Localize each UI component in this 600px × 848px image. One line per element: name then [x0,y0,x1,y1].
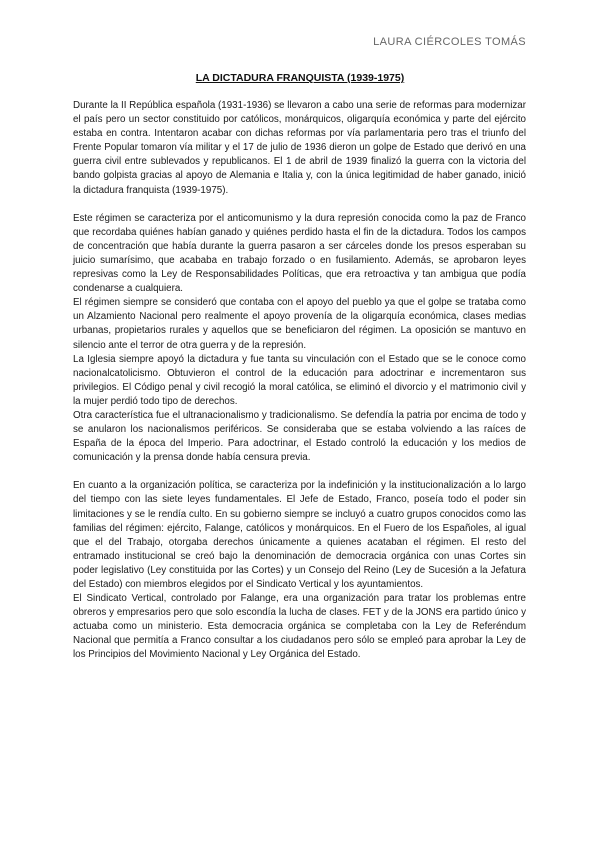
paragraph-7: El Sindicato Vertical, controlado por Falange, era una organización para tratar los problemas entre obreros y empresarios pero que solo escondía la lucha de clases. FET y de la JONS era partido único y actuaba como un ministerio. Esta democracia orgánica se completaba con la Ley de Referéndum Nacional que permitía a Franco consultar a los ciudadanos pero sólo se empleó para aprobar la Ley de los Principios del Movimiento Nacional y Ley Orgánica del Estado. [73,593,526,661]
paragraph-4: La Iglesia siempre apoyó la dictadura y fue tanta su vinculación con el Estado que se le conoce como nacionalcatolicismo. Obtuvieron el control de la educación para adoctrinar e incrementaron sus privilegios. El Código penal y civil recogió la moral católica, se eliminó el divorcio y el matrimonio civil y la mujer perdió todo tipo de derechos. [73,353,526,407]
document-body [73,99,526,663]
paragraph-1: Durante la II República española (1931-1936) se llevaron a cabo una serie de reformas para modernizar el país pero un sector constituido por católicos, monárquicos, oligarquía económica y parte del ejército estaba en contra. Intentaron acabar con dichas reformas por vía parlamentaria pero tras el triunfo del Frente Popular tomaron vía militar y el 17 de julio de 1936 dieron un golpe de Estado que derivó en una guerra civil entre sublevados y republicanos. El 1 de abril de 1939 finalizó la guerra con la victoria del bando golpista gracias al apoyo de Alemania e Italia y, con la única legitimidad de haber ganado, inició la dictadura franquista (1939-1975). [73,100,526,196]
document-title: LA DICTADURA FRANQUISTA (1939-1975) [195,72,405,84]
paragraph-5: Otra característica fue el ultranacionalismo y tradicionalismo. Se defendía la patria por encima de todo y se anularon los nacionalismos periféricos. Se consideraba que se estaba volviendo a las raíces de España de la época del Imperio. Para adoctrinar, el Estado controló la educación y los medios de comunicación y la prensa donde había censura previa. [73,409,526,464]
paragraph-3: El régimen siempre se consideró que contaba con el apoyo del pueblo ya que el golpe se trataba como un Alzamiento Nacional pero realmente el apoyo provenía de la oligarquía económica, clases medias urbanas, propietarios rurales y aquellos que se beneficiaron del régimen. La oposición se mantuvo en silencio ante el terror de otra guerra y de la represión. [73,297,526,351]
paragraph-2: Este régimen se caracteriza por el anticomunismo y la dura represión conocida como la paz de Franco que recordaba quiénes habían ganado y quiénes perdido hasta el fin de la dictadura. Todos los campos de concentración que había durante la guerra pasaron a ser cárceles donde los presos esperaban su juicio sumarísimo, que acababa en trabajo forzado o en fusilamiento. Además, se aprobaron leyes represivas como la Ley de Responsabilidades Políticas, que era retroactiva y tan ambigua que podía condenarse a cualquiera. [73,212,526,295]
paragraph-6: En cuanto a la organización política, se caracteriza por la indefinición y la institucionalización a lo largo del tiempo con las siete leyes fundamentales. El Jefe de Estado, Franco, poseía todo el poder sin limitaciones y se le rendía culto. En su gobierno siempre se incluyó a cuatro grupos conocidos como las familias del régimen: ejército, Falange, católicos y monárquicos. En el Fuero de los Españoles, al igual que el del Trabajo, otorgaba derechos únicamente a quienes acataban el régimen. El resto del entramado institucional se creó bajo la denominación de democracia orgánica con unas Cortes sin poder legislativo (Ley constituida por las Cortes) y un Consejo del Reino (Ley de Sucesión a la Jefatura del Estado) con miembros elegidos por el Sindicato Vertical y los ayuntamientos. [73,480,526,590]
author-name: LAURA CIÉRCOLES TOMÁS [373,36,526,48]
